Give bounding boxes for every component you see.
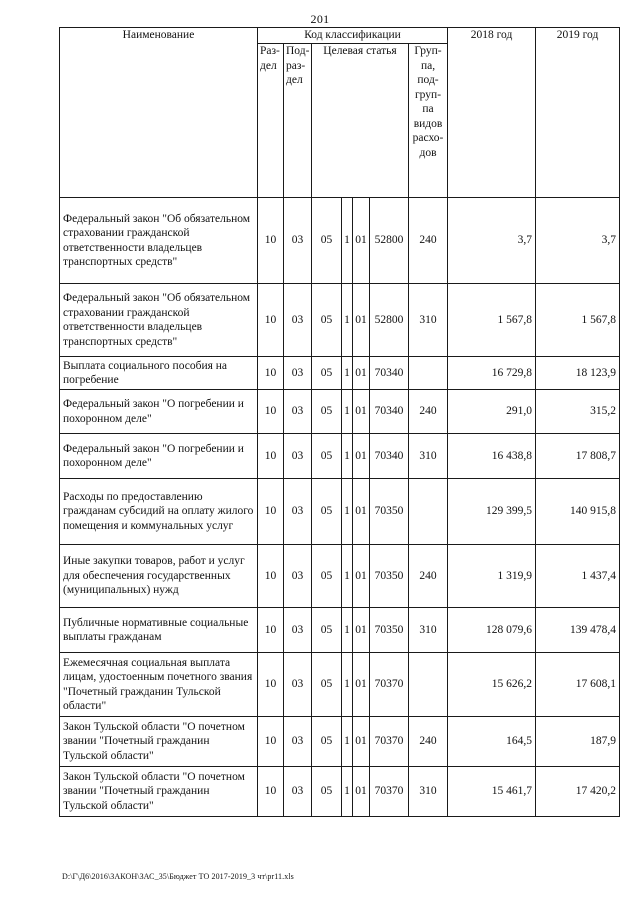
row-target-direction: 70370: [370, 717, 409, 767]
row-value-2018: 291,0: [448, 390, 536, 434]
row-expense-group: 310: [409, 608, 448, 653]
row-target-program: 05: [312, 390, 342, 434]
row-value-2019: 187,9: [536, 717, 620, 767]
row-value-2019: 139 478,4: [536, 608, 620, 653]
header-year-2019: 2019 год: [536, 28, 620, 198]
table-row: [60, 390, 620, 434]
page-number: 201: [310, 12, 330, 26]
row-value-2018: 15 626,2: [448, 653, 536, 717]
table-row: [60, 479, 620, 545]
row-target-subprogram: 1: [342, 608, 353, 653]
file-path-footer: D:\Г\Д6\2016\ЗАКОН\ЗАС_35\Бюджет ТО 2017-2019_3 чт\pr11.xls: [62, 872, 294, 881]
row-value-2019: 17 808,7: [536, 434, 620, 479]
header-year-2018: 2018 год: [448, 28, 536, 198]
row-section: 10: [258, 357, 284, 390]
row-target-program: 05: [312, 717, 342, 767]
header-subsection: Под- раз- дел: [284, 44, 312, 198]
row-name: Расходы по предоставлению гражданам субсидий на оплату жилого помещения и коммунальных услуг: [60, 479, 258, 545]
row-name: Федеральный закон "Об обязательном страховании гражданской ответственности владельцев транспортных средств": [60, 284, 258, 357]
row-name: Публичные нормативные социальные выплаты гражданам: [60, 608, 258, 653]
header-target-article: Целевая статья: [312, 44, 409, 198]
header-name: Наименование: [60, 28, 258, 198]
budget-table: [59, 27, 620, 817]
row-subsection: 03: [284, 357, 312, 390]
row-target-subprogram: 1: [342, 479, 353, 545]
row-value-2018: 1 567,8: [448, 284, 536, 357]
row-value-2018: 1 319,9: [448, 545, 536, 608]
table-row: [60, 653, 620, 717]
row-target-program: 05: [312, 608, 342, 653]
row-value-2018: 3,7: [448, 198, 536, 284]
row-section: 10: [258, 653, 284, 717]
row-expense-group: 240: [409, 390, 448, 434]
row-target-event: 01: [353, 767, 370, 817]
row-target-event: 01: [353, 198, 370, 284]
row-target-event: 01: [353, 608, 370, 653]
table-row: [60, 608, 620, 653]
row-target-subprogram: 1: [342, 198, 353, 284]
row-name: Федеральный закон "О погребении и похоронном деле": [60, 390, 258, 434]
row-target-event: 01: [353, 390, 370, 434]
row-value-2019: 1 567,8: [536, 284, 620, 357]
row-target-direction: 70350: [370, 608, 409, 653]
row-value-2018: 16 729,8: [448, 357, 536, 390]
row-section: 10: [258, 198, 284, 284]
row-name: Закон Тульской области "О почетном звании "Почетный гражданин Тульской области": [60, 717, 258, 767]
row-expense-group: 240: [409, 717, 448, 767]
row-target-subprogram: 1: [342, 434, 353, 479]
row-expense-group: [409, 357, 448, 390]
row-target-program: 05: [312, 357, 342, 390]
row-target-event: 01: [353, 717, 370, 767]
row-value-2019: 140 915,8: [536, 479, 620, 545]
row-subsection: 03: [284, 717, 312, 767]
row-value-2018: 15 461,7: [448, 767, 536, 817]
row-subsection: 03: [284, 434, 312, 479]
row-value-2019: 17 608,1: [536, 653, 620, 717]
row-target-direction: 70370: [370, 767, 409, 817]
row-section: 10: [258, 608, 284, 653]
row-target-subprogram: 1: [342, 545, 353, 608]
row-section: 10: [258, 717, 284, 767]
row-target-program: 05: [312, 545, 342, 608]
row-section: 10: [258, 767, 284, 817]
row-subsection: 03: [284, 653, 312, 717]
table-row: [60, 357, 620, 390]
row-name: Закон Тульской области "О почетном звании "Почетный гражданин Тульской области": [60, 767, 258, 817]
row-expense-group: [409, 653, 448, 717]
row-target-direction: 52800: [370, 284, 409, 357]
row-target-event: 01: [353, 545, 370, 608]
row-target-direction: 70340: [370, 434, 409, 479]
table-row: [60, 717, 620, 767]
row-section: 10: [258, 390, 284, 434]
row-target-subprogram: 1: [342, 390, 353, 434]
row-target-event: 01: [353, 434, 370, 479]
row-target-direction: 70350: [370, 545, 409, 608]
row-subsection: 03: [284, 545, 312, 608]
row-target-direction: 70350: [370, 479, 409, 545]
row-target-event: 01: [353, 357, 370, 390]
row-target-subprogram: 1: [342, 767, 353, 817]
row-target-program: 05: [312, 767, 342, 817]
row-section: 10: [258, 545, 284, 608]
row-expense-group: 310: [409, 284, 448, 357]
row-section: 10: [258, 284, 284, 357]
row-value-2018: 128 079,6: [448, 608, 536, 653]
row-target-direction: 70340: [370, 390, 409, 434]
table-row: [60, 284, 620, 357]
row-name: Иные закупки товаров, работ и услуг для обеспечения государственных (муниципальных) нужд: [60, 545, 258, 608]
table-row: [60, 767, 620, 817]
row-expense-group: 310: [409, 767, 448, 817]
row-target-program: 05: [312, 198, 342, 284]
row-target-subprogram: 1: [342, 284, 353, 357]
row-target-program: 05: [312, 434, 342, 479]
row-section: 10: [258, 479, 284, 545]
row-expense-group: 240: [409, 545, 448, 608]
row-value-2019: 3,7: [536, 198, 620, 284]
row-value-2018: 164,5: [448, 717, 536, 767]
row-expense-group: [409, 479, 448, 545]
row-target-event: 01: [353, 479, 370, 545]
row-expense-group: 240: [409, 198, 448, 284]
row-subsection: 03: [284, 608, 312, 653]
row-target-program: 05: [312, 284, 342, 357]
row-value-2018: 16 438,8: [448, 434, 536, 479]
table-row: [60, 434, 620, 479]
row-subsection: 03: [284, 479, 312, 545]
table-row: [60, 198, 620, 284]
header-classification-code: Код классификации: [258, 28, 448, 44]
table-row: [60, 545, 620, 608]
row-target-event: 01: [353, 653, 370, 717]
row-target-program: 05: [312, 479, 342, 545]
row-value-2019: 18 123,9: [536, 357, 620, 390]
row-value-2019: 1 437,4: [536, 545, 620, 608]
header-expense-group: Груп- па, под- груп- па видов расхо- дов: [409, 44, 448, 198]
row-target-event: 01: [353, 284, 370, 357]
row-value-2019: 315,2: [536, 390, 620, 434]
row-section: 10: [258, 434, 284, 479]
row-subsection: 03: [284, 198, 312, 284]
row-target-direction: 52800: [370, 198, 409, 284]
row-subsection: 03: [284, 390, 312, 434]
row-name: Ежемесячная социальная выплата лицам, удостоенным почетного звания "Почетный гражданин Тульской области": [60, 653, 258, 717]
row-name: Федеральный закон "О погребении и похоронном деле": [60, 434, 258, 479]
table-body: [60, 198, 620, 817]
row-subsection: 03: [284, 767, 312, 817]
row-value-2018: 129 399,5: [448, 479, 536, 545]
row-subsection: 03: [284, 284, 312, 357]
row-value-2019: 17 420,2: [536, 767, 620, 817]
row-target-subprogram: 1: [342, 717, 353, 767]
row-target-program: 05: [312, 653, 342, 717]
row-target-direction: 70370: [370, 653, 409, 717]
row-name: Федеральный закон "Об обязательном страховании гражданской ответственности владельцев транспортных средств": [60, 198, 258, 284]
row-target-direction: 70340: [370, 357, 409, 390]
row-expense-group: 310: [409, 434, 448, 479]
header-section: Раз- дел: [258, 44, 284, 198]
row-target-subprogram: 1: [342, 357, 353, 390]
row-target-subprogram: 1: [342, 653, 353, 717]
row-name: Выплата социального пособия на погребение: [60, 357, 258, 390]
